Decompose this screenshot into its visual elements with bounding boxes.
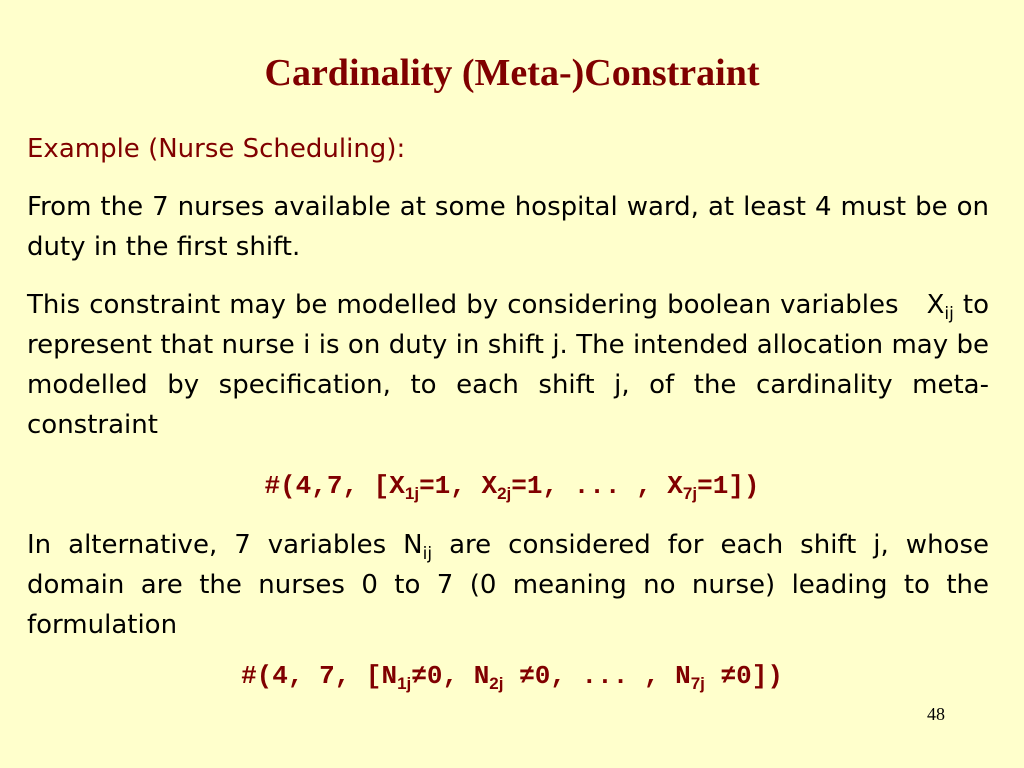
formula-text: =1, X — [419, 471, 498, 501]
paragraph-text-part: are considered for each shift j, whose domain are the nurses 0 to 7 (0 meaning no nurse) leading to the formulation — [27, 530, 989, 640]
variable-subscript: ij — [944, 304, 954, 324]
formula-text: =1]) — [697, 471, 760, 501]
formula-text: ≠0]) — [704, 661, 783, 691]
formula-subscript: 7j — [690, 674, 705, 693]
paragraph-alternative-formulation — [27, 525, 989, 645]
formula-text: =1, ... , X — [511, 471, 683, 501]
formula-subscript: 2j — [497, 484, 512, 503]
formula-text: #(4,7, [X — [264, 471, 405, 501]
formula-integer-cardinality — [0, 658, 1024, 694]
formula-text: ≠0, ... , N — [503, 661, 691, 691]
formula-subscript: 7j — [682, 484, 698, 503]
formula-text: ≠0, N — [411, 661, 490, 691]
variable-subscript: ij — [422, 544, 433, 564]
slide-title: Cardinality (Meta-)Constraint — [264, 52, 760, 94]
formula-subscript: 1j — [404, 484, 420, 503]
paragraph-text-part: In alternative, 7 variables N — [27, 530, 423, 560]
formula-subscript: 1j — [397, 674, 412, 693]
paragraph-boolean-variables — [27, 285, 989, 445]
paragraph-nurses-available: From the 7 nurses available at some hospital ward, at least 4 must be on duty in the first shift. — [27, 192, 989, 262]
paragraph-text-part: This constraint may be modelled by considering boolean variables — [27, 290, 899, 320]
paragraph-text-part: to represent that nurse i is on duty in shift j. The intended allocation may be modelled by specification, to each shift j, of the cardinality meta-constraint — [27, 290, 989, 440]
variable-x: X — [926, 290, 945, 320]
page-number: 48 — [927, 704, 945, 724]
formula-subscript: 2j — [489, 674, 504, 693]
example-heading: Example (Nurse Scheduling): — [27, 134, 406, 164]
formula-boolean-cardinality — [0, 468, 1024, 504]
formula-text: #(4, 7, [N — [241, 661, 398, 691]
